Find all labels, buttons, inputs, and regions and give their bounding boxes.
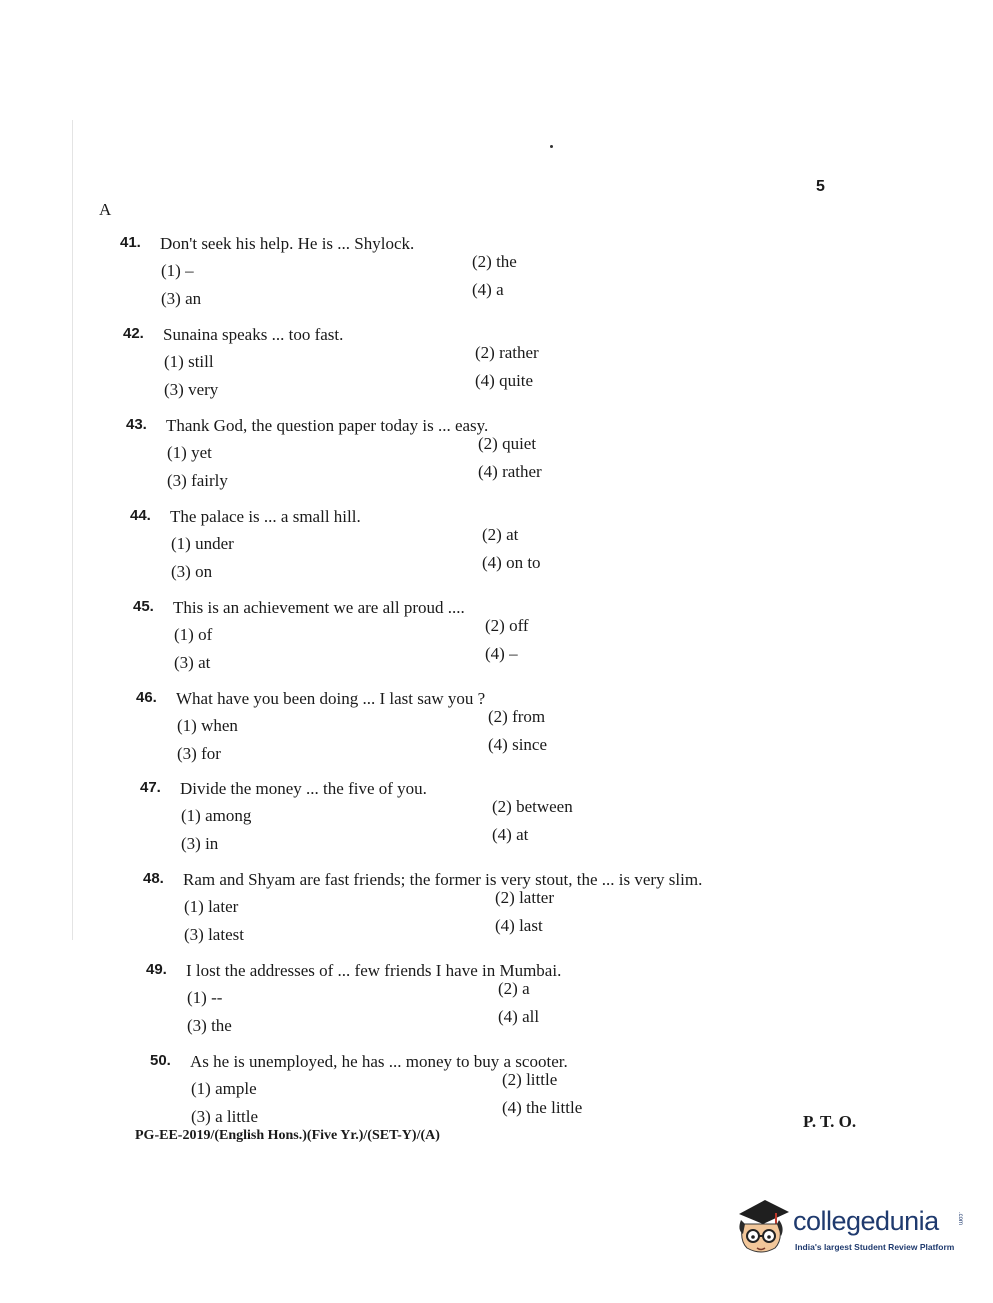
question-number: 50.: [150, 1052, 171, 1069]
option-3: (3) fairly: [167, 471, 228, 490]
option-1: (1) still: [164, 352, 214, 371]
option-4: (4) rather: [478, 462, 542, 481]
option-1: (1) when: [177, 716, 238, 735]
option-4: (4) all: [498, 1007, 540, 1026]
option-4: (4) since: [488, 735, 548, 754]
question-stem: What have you been doing ... I last saw you ?: [176, 689, 486, 708]
question-number: 43.: [126, 416, 147, 433]
option-1: (1) yet: [167, 443, 212, 462]
option-4: (4) quite: [475, 371, 534, 390]
brand-suffix: .com: [957, 1212, 963, 1226]
option-2: (2) at: [482, 525, 519, 544]
option-4: (4) at: [492, 825, 529, 844]
option-1: (1) among: [181, 806, 252, 825]
option-2: (2) rather: [475, 343, 539, 362]
option-2: (2) off: [485, 616, 529, 635]
question-number: 45.: [133, 598, 154, 615]
option-1: (1) under: [171, 534, 234, 553]
question-number: 48.: [143, 870, 164, 887]
option-3: (3) very: [164, 380, 219, 399]
page-margin-line: [72, 120, 73, 940]
option-4: (4) the little: [502, 1098, 583, 1117]
mascot-icon: [735, 1196, 791, 1258]
option-2: (2) quiet: [478, 434, 537, 453]
brand-tagline: India's largest Student Review Platform: [795, 1242, 955, 1252]
question-number: 46.: [136, 689, 157, 706]
question-stem: Thank God, the question paper today is ... easy.: [166, 416, 489, 435]
question-stem: As he is unemployed, he has ... money to buy a scooter.: [190, 1052, 568, 1071]
question-stem: The palace is ... a small hill.: [170, 507, 361, 526]
question-stem: Sunaina speaks ... too fast.: [163, 325, 344, 344]
option-4: (4) a: [472, 280, 504, 299]
collegedunia-logo[interactable]: [735, 1196, 965, 1266]
question-number: 42.: [123, 325, 144, 342]
option-3: (3) a little: [191, 1107, 259, 1126]
pto-label: P. T. O.: [803, 1112, 857, 1131]
option-1: (1) later: [184, 897, 239, 916]
option-4: (4) on to: [482, 553, 541, 572]
question-stem: Divide the money ... the five of you.: [180, 779, 427, 798]
option-2: (2) little: [502, 1070, 558, 1089]
question-number: 41.: [120, 234, 141, 251]
page-number: 5: [816, 178, 825, 195]
scan-speck: [550, 145, 553, 148]
option-2: (2) between: [492, 797, 573, 816]
option-1: (1) of: [174, 625, 213, 644]
option-3: (3) an: [161, 289, 202, 308]
option-1: (1) –: [161, 261, 194, 280]
set-letter: A: [99, 200, 112, 219]
option-3: (3) on: [171, 562, 213, 581]
question-stem: I lost the addresses of ... few friends I have in Mumbai.: [186, 961, 562, 980]
option-2: (2) latter: [495, 888, 554, 907]
option-2: (2) a: [498, 979, 530, 998]
question-number: 44.: [130, 507, 151, 524]
option-2: (2) the: [472, 252, 517, 271]
option-3: (3) for: [177, 744, 221, 763]
option-3: (3) at: [174, 653, 211, 672]
paper-code-footer: PG-EE-2019/(English Hons.)(Five Yr.)/(SET-Y)/(A): [135, 1128, 440, 1143]
option-3: (3) in: [181, 834, 219, 853]
question-number: 47.: [140, 779, 161, 796]
question-stem: Ram and Shyam are fast friends; the former is very stout, the ... is very slim.: [183, 870, 703, 889]
option-1: (1) ample: [191, 1079, 257, 1098]
option-2: (2) from: [488, 707, 546, 726]
brand-name: collegedunia: [793, 1206, 939, 1236]
question-number: 49.: [146, 961, 167, 978]
option-3: (3) the: [187, 1016, 232, 1035]
option-4: (4) –: [485, 644, 518, 663]
question-stem: This is an achievement we are all proud ....: [173, 598, 465, 617]
option-3: (3) latest: [184, 925, 244, 944]
option-4: (4) last: [495, 916, 543, 935]
option-1: (1) --: [187, 988, 223, 1007]
question-stem: Don't seek his help. He is ... Shylock.: [160, 234, 415, 253]
